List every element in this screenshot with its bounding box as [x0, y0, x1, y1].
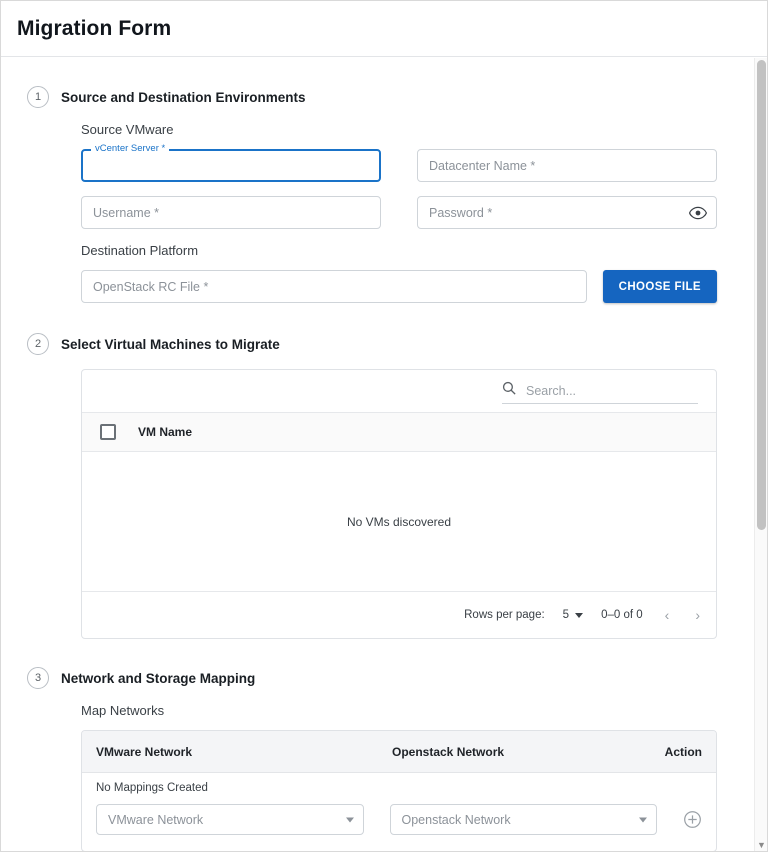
rows-per-page-value: 5	[562, 609, 570, 621]
eye-icon[interactable]	[689, 206, 707, 219]
vertical-scrollbar[interactable]	[754, 58, 767, 851]
column-header-openstack-network: Openstack Network	[392, 744, 505, 759]
vmware-network-select[interactable]	[96, 804, 364, 835]
chevron-left-icon[interactable]: ‹	[664, 607, 670, 623]
choose-file-button[interactable]: CHOOSE FILE	[603, 270, 717, 303]
step-title-1: Source and Destination Environments	[61, 89, 306, 105]
rows-per-page-label: Rows per page:	[464, 609, 545, 621]
chevron-down-icon	[639, 817, 647, 822]
password-input[interactable]	[417, 196, 717, 229]
scroll-down-arrow-icon[interactable]: ▼	[757, 840, 766, 850]
step-title-3: Network and Storage Mapping	[61, 670, 256, 686]
destination-platform-subheading: Destination Platform	[81, 243, 199, 258]
step-number-2: 2	[27, 333, 49, 355]
network-mapping-table	[81, 730, 717, 851]
vm-table-card	[81, 369, 717, 639]
username-field[interactable]	[81, 196, 381, 229]
section-source-destination	[19, 122, 737, 303]
source-credentials-row-1	[81, 143, 717, 182]
column-header-vmware-network: VMware Network	[96, 744, 193, 759]
vm-table-empty-state: No VMs discovered	[82, 452, 716, 592]
section-network-storage-mapping	[19, 703, 737, 851]
rows-per-page-select[interactable]	[563, 609, 583, 621]
rc-file-row	[81, 270, 717, 303]
step-number-3: 3	[27, 667, 49, 689]
step-number-1: 1	[27, 86, 49, 108]
chevron-down-icon	[346, 817, 354, 822]
vcenter-server-field[interactable]	[81, 143, 381, 182]
form-scroll-region[interactable]	[1, 58, 767, 851]
search-icon	[502, 381, 516, 400]
vm-search-input[interactable]	[524, 383, 698, 399]
page-header	[1, 1, 767, 57]
pagination-range-label: 0–0 of 0	[601, 609, 643, 621]
openstack-rc-file-field[interactable]	[81, 270, 587, 303]
vm-search-bar	[82, 370, 716, 412]
vm-table-header	[82, 412, 716, 452]
map-networks-subheading: Map Networks	[81, 703, 165, 718]
username-input[interactable]	[81, 196, 381, 229]
source-vmware-subheading: Source VMware	[81, 122, 174, 137]
openstack-rc-file-input[interactable]	[81, 270, 587, 303]
page-title: Migration Form	[17, 16, 172, 40]
step-header-1	[27, 86, 737, 108]
chevron-right-icon[interactable]: ›	[695, 607, 700, 623]
source-credentials-row-2	[81, 196, 717, 229]
add-circle-icon[interactable]	[683, 810, 702, 829]
select-all-checkbox[interactable]	[100, 424, 116, 440]
password-field[interactable]	[417, 196, 717, 229]
network-mapping-empty-state: No Mappings Created	[96, 782, 208, 794]
openstack-network-select[interactable]	[390, 804, 658, 835]
scrollbar-thumb[interactable]	[757, 60, 766, 530]
vm-table-pagination	[82, 592, 716, 638]
step-title-2: Select Virtual Machines to Migrate	[61, 336, 280, 352]
datacenter-name-field[interactable]	[417, 149, 717, 182]
vmware-network-select-value: VMware Network	[108, 812, 204, 827]
column-header-action: Action	[664, 744, 702, 759]
step-header-2	[27, 333, 737, 355]
column-header-vm-name: VM Name	[138, 425, 193, 439]
step-header-3	[27, 667, 737, 689]
network-mapping-header	[82, 731, 716, 773]
openstack-network-select-value: Openstack Network	[401, 812, 511, 827]
datacenter-name-input[interactable]	[417, 149, 717, 182]
chevron-down-icon	[575, 613, 583, 618]
vcenter-server-label: vCenter Server *	[91, 143, 169, 154]
vm-search-wrapper[interactable]	[502, 378, 698, 404]
network-mapping-input-row	[82, 800, 716, 851]
